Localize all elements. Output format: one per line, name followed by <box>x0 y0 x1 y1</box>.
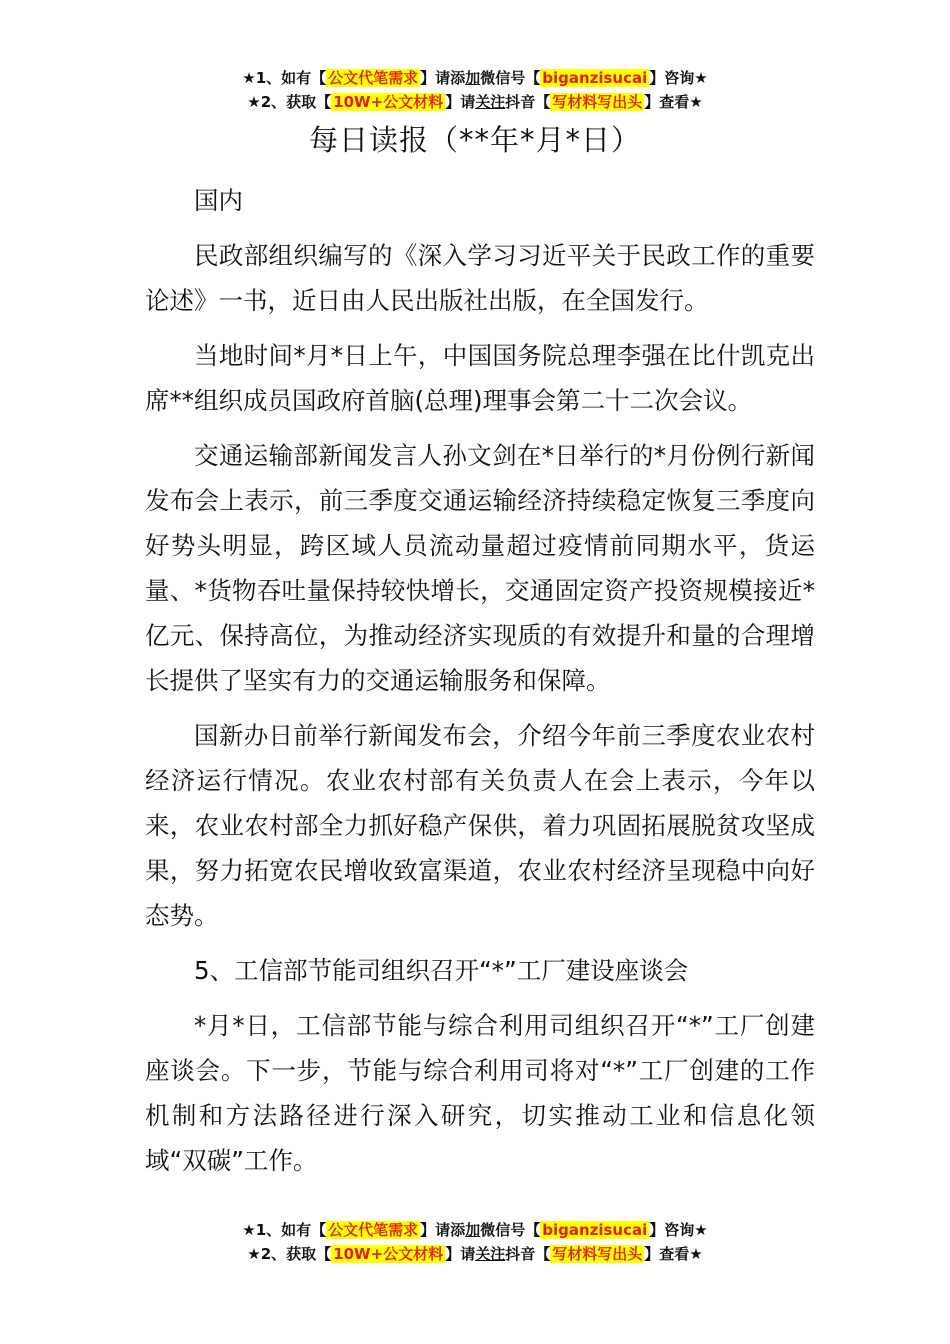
banner-text: ★2、获取【 <box>247 1245 332 1263</box>
page-title: 每日读报（**年*月*日） <box>308 123 641 157</box>
banner-text: ★1、如有【 <box>242 69 327 87</box>
paragraph: *月*日，工信部节能与综合利用司组织召开“*”工厂创建座谈会。下一步，节能与综合利用司将对“*”工厂创建的工作机制和方法路径进行深入研究，切实推动工业和信息化领域“双碳”工作。 <box>145 1011 815 1175</box>
banner-text: 】查看★ <box>644 93 703 111</box>
banner-line-1 <box>0 66 950 90</box>
banner-underline: 关注 <box>475 93 506 111</box>
banner-text: 】请 <box>445 1245 476 1263</box>
banner-line-1 <box>0 1218 950 1242</box>
banner-highlight: biganzisucai <box>542 1221 648 1239</box>
paragraph: 民政部组织编写的《深入学习习近平关于民政工作的重要论述》一书，近日由人民出版社出版，在全国发行。 <box>145 241 815 315</box>
banner-highlight: 公文代笔需求 <box>328 69 419 87</box>
banner-highlight: 写材料写出头 <box>552 1245 643 1263</box>
banner-text: 抖音【 <box>505 93 551 111</box>
banner-text: 微信号【 <box>480 1221 541 1239</box>
banner-highlight: 10W+公文材料 <box>333 93 444 111</box>
banner-underline: 加 <box>465 1221 481 1239</box>
banner-underline: 加 <box>465 69 481 87</box>
banner-text: 】咨询★ <box>649 1221 708 1239</box>
paragraph: 交通运输部新闻发言人孙文剑在*日举行的*月份例行新闻发布会上表示，前三季度交通运输经济持续稳定恢复三季度向好势头明显，跨区域人员流动量超过疫情前同期水平，货运量、*货物吞吐量保持较快增长，交通固定资产投资规模接近*亿元、保持高位，为推动经济实现质的有效提升和量的合理增长提供了坚实有力的交通运输服务和保障。 <box>145 441 815 695</box>
banner-highlight: biganzisucai <box>542 69 648 87</box>
banner-highlight: 写材料写出头 <box>552 93 643 111</box>
banner-text: 】请添 <box>420 69 466 87</box>
banner-text: 】查看★ <box>644 1245 703 1263</box>
banner-text: ★2、获取【 <box>247 93 332 111</box>
banner-line-2 <box>0 1242 950 1266</box>
header-banner <box>0 66 950 114</box>
paragraph: 当地时间*月*日上午，中国国务院总理李强在比什凯克出席**组织成员国政府首脑(总理)理事会第二十二次会议。 <box>145 341 815 415</box>
banner-text: 抖音【 <box>505 1245 551 1263</box>
footer-banner <box>0 1218 950 1266</box>
banner-highlight: 10W+公文材料 <box>333 1245 444 1263</box>
paragraph: 国新办日前举行新闻发布会，介绍今年前三季度农业农村经济运行情况。农业农村部有关负责人在会上表示，今年以来，农业农村部全力抓好稳产保供，着力巩固拓展脱贫攻坚成果，努力拓宽农民增收致富渠道，农业农村经济呈现稳中向好态势。 <box>145 721 815 930</box>
paragraph-subheading: 5、工信部节能司组织召开“*”工厂建设座谈会 <box>194 956 689 985</box>
banner-text: 】请添 <box>420 1221 466 1239</box>
banner-text: ★1、如有【 <box>242 1221 327 1239</box>
paragraph-section-heading: 国内 <box>194 186 243 215</box>
banner-text: 】咨询★ <box>649 69 708 87</box>
banner-line-2 <box>0 90 950 114</box>
banner-underline: 关注 <box>475 1245 506 1263</box>
banner-highlight: 公文代笔需求 <box>328 1221 419 1239</box>
document-body <box>145 178 815 1193</box>
banner-text: 微信号【 <box>480 69 541 87</box>
banner-text: 】请 <box>445 93 476 111</box>
